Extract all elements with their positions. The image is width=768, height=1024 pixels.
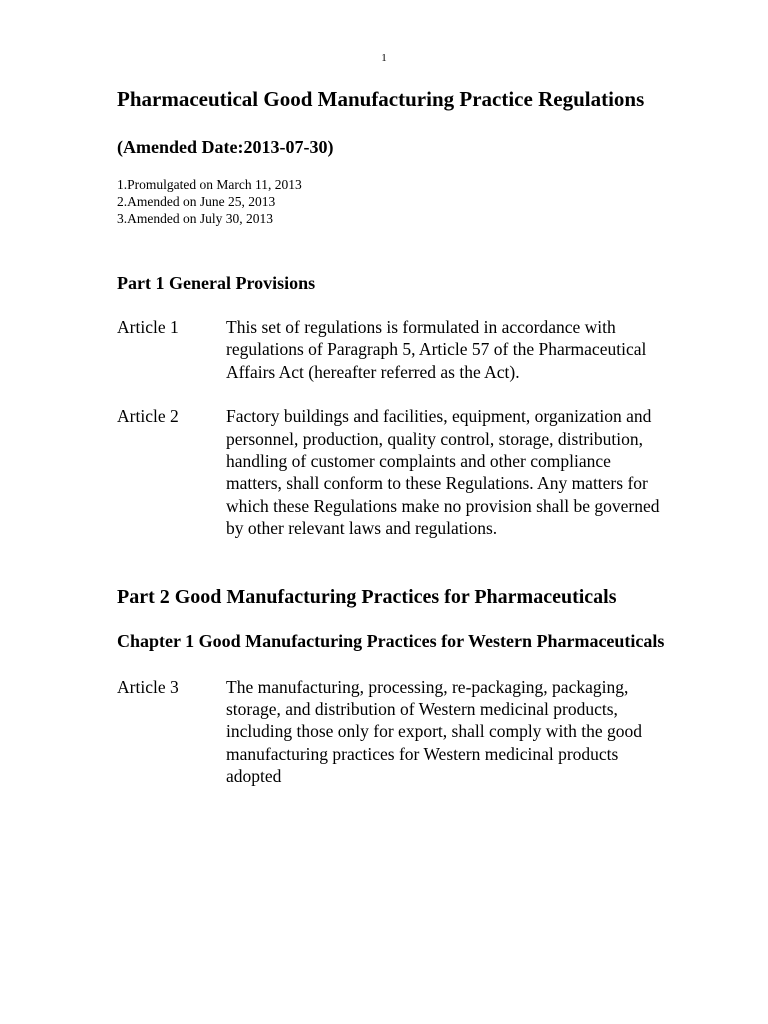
page-number: 1 [381, 52, 387, 64]
article-3 [117, 676, 677, 788]
article-text: This set of regulations is formulated in accordance with regulations of Paragraph 5, Article 57 of the Pharmaceutical Affairs Act (hereafter referred as the Act). [226, 317, 647, 382]
history-item: 1.Promulgated on March 11, 2013 [117, 177, 302, 192]
document-body [117, 86, 677, 788]
part-1-heading: Part 1 General Provisions [117, 273, 316, 293]
article-text: The manufacturing, processing, re-packaging, packaging, storage, and distribution of Western medicinal products, including those only for export, shall comply with the good manufacturing practices for Western medicinal products adopted [226, 676, 643, 787]
article-2 [117, 405, 677, 539]
article-label: Article 3 [117, 676, 179, 697]
history-item: 3.Amended on July 30, 2013 [117, 211, 273, 226]
article-label: Article 2 [117, 406, 179, 427]
history-item: 2.Amended on June 25, 2013 [117, 194, 276, 209]
document-title: Pharmaceutical Good Manufacturing Practice Regulations [117, 87, 645, 111]
part-2-heading: Part 2 Good Manufacturing Practices for Pharmaceuticals [117, 585, 617, 608]
article-1 [117, 316, 677, 383]
amended-date: (Amended Date:2013-07-30) [117, 137, 334, 157]
chapter-1-heading: Chapter 1 Good Manufacturing Practices for Western Pharmaceuticals [117, 630, 665, 651]
article-text: Factory buildings and facilities, equipment, organization and personnel, production, quality control, storage, distribution, handling of customer complaints and other compliance matters, shall conform to these Regulations. Any matters for which these Regulations make no provision shall be governed by other relevant laws and regulations. [226, 406, 660, 539]
amendment-history [117, 176, 677, 227]
article-label: Article 1 [117, 317, 179, 337]
